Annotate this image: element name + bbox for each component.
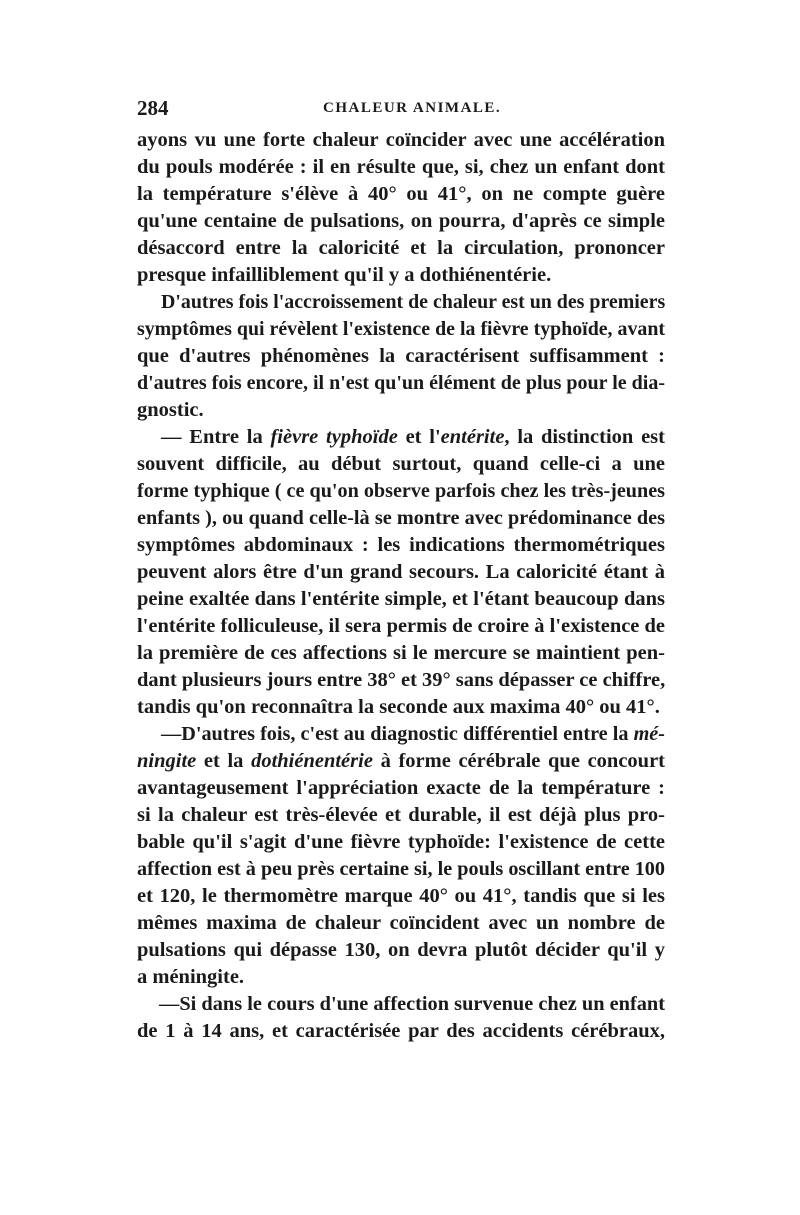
text-segment: —Si dans le cours d'une affection survenue chez un enfant [159, 993, 665, 1015]
text-line [137, 478, 665, 505]
text-segment: D'autres fois l'accroissement de chaleur est un des premiers [161, 291, 666, 313]
text-segment: que d'autres phénomènes la caractérisent suffisamment : [137, 345, 665, 367]
text-line [137, 667, 665, 694]
text-line [137, 748, 665, 775]
running-title: CHALEUR ANIMALE. [323, 100, 502, 116]
text-segment: désaccord entre la caloricité et la circulation, prononcer [137, 237, 665, 259]
text-line [137, 991, 665, 1018]
text-segment: la première de ces affections si le mercure se maintient pen- [137, 642, 665, 664]
text-segment: — Entre la [161, 426, 271, 448]
text-line [137, 397, 665, 424]
text-line [137, 208, 665, 235]
text-line [137, 559, 665, 586]
text-segment: tandis qu'on reconnaîtra la seconde aux maxima 40° ou 41°. [137, 696, 660, 718]
text-segment: souvent difficile, au début surtout, quand celle-ci a une [137, 453, 665, 475]
text-segment: affection est à peu près certaine si, le pouls oscillant entre 100 [137, 858, 665, 880]
text-segment: —D'autres fois, c'est au diagnostic différentiel entre la [161, 723, 634, 745]
text-line [137, 154, 665, 181]
text-line [137, 721, 665, 748]
text-line [137, 127, 665, 154]
text-segment: forme typhique ( ce qu'on observe parfois chez les très-jeunes [137, 480, 665, 502]
text-segment: et l' [397, 426, 441, 448]
text-segment: à forme cérébrale que concourt [372, 750, 666, 772]
text-segment: de 1 à 14 ans, et caractérisée par des accidents cérébraux, [137, 1020, 665, 1042]
text-segment: symptômes abdominaux : les indications thermométriques [137, 534, 665, 556]
text-line [137, 829, 665, 856]
text-line [137, 910, 665, 937]
text-segment: enfants ), ou quand celle-là se montre avec prédominance des [137, 507, 665, 529]
text-line [137, 883, 665, 910]
text-line [137, 343, 665, 370]
text-line [137, 316, 665, 343]
text-segment: peuvent alors être d'un grand secours. La caloricité étant à [137, 561, 665, 583]
text-line [137, 424, 665, 451]
text-segment: et la [196, 750, 252, 772]
text-line [137, 262, 665, 289]
text-line [137, 856, 665, 883]
text-segment: l'entérite folliculeuse, il sera permis de croire à l'existence de [137, 615, 665, 637]
text-segment: symptômes qui révèlent l'existence de la fièvre typhoïde, avant [137, 318, 665, 340]
text-line [137, 505, 665, 532]
text-segment: peine exaltée dans l'entérite simple, et l'étant beaucoup dans [137, 588, 665, 610]
text-segment: , la distinction est [504, 426, 665, 448]
text-line [137, 694, 665, 721]
text-segment: la température s'élève à 40° ou 41°, on ne compte guère [137, 183, 665, 205]
text-line [137, 370, 665, 397]
text-line [137, 1018, 665, 1045]
page-number: 284 [137, 96, 169, 120]
italic-term: dothiénentérie [251, 750, 373, 772]
text-line [137, 613, 665, 640]
text-line [137, 802, 665, 829]
text-segment: gnostic. [137, 399, 204, 421]
text-line [137, 640, 665, 667]
text-segment: dant plusieurs jours entre 38° et 39° sans dépasser ce chiffre, [137, 669, 666, 691]
text-segment: ayons vu une forte chaleur coïncider avec une accélération [137, 129, 665, 151]
italic-term: entérite [440, 426, 505, 448]
page-header [137, 96, 665, 122]
text-line [137, 451, 665, 478]
text-segment: pulsations qui dépasse 130, on devra plutôt décider qu'il y [137, 939, 665, 961]
text-segment: bable qu'il s'agit d'une fièvre typhoïde: l'existence de cette [137, 831, 665, 853]
text-line [137, 181, 665, 208]
text-segment: presque infailliblement qu'il y a dothiénentérie. [137, 264, 552, 286]
text-line [137, 235, 665, 262]
text-line [137, 964, 665, 991]
text-segment: d'autres fois encore, il n'est qu'un élément de plus pour le dia- [137, 372, 665, 394]
italic-term: mé- [633, 723, 665, 745]
text-segment: du pouls modérée : il en résulte que, si, chez un enfant dont [137, 156, 665, 178]
italic-term: fièvre typhoïde [270, 426, 398, 448]
text-segment: qu'une centaine de pulsations, on pourra, d'après ce simple [137, 210, 665, 232]
text-segment: avantageusement l'appréciation exacte de la température : [137, 777, 665, 799]
text-line [137, 937, 665, 964]
text-line [137, 289, 665, 316]
body-text [137, 127, 665, 1045]
text-segment: a méningite. [137, 966, 245, 988]
text-segment: si la chaleur est très-élevée et durable, il est déjà plus pro- [137, 804, 665, 826]
text-line [137, 586, 665, 613]
text-segment: et 120, le thermomètre marque 40° ou 41°, tandis que si les [137, 885, 665, 907]
italic-term: ningite [137, 750, 197, 772]
text-line [137, 532, 665, 559]
text-line [137, 775, 665, 802]
text-segment: mêmes maxima de chaleur coïncident avec un nombre de [137, 912, 665, 934]
